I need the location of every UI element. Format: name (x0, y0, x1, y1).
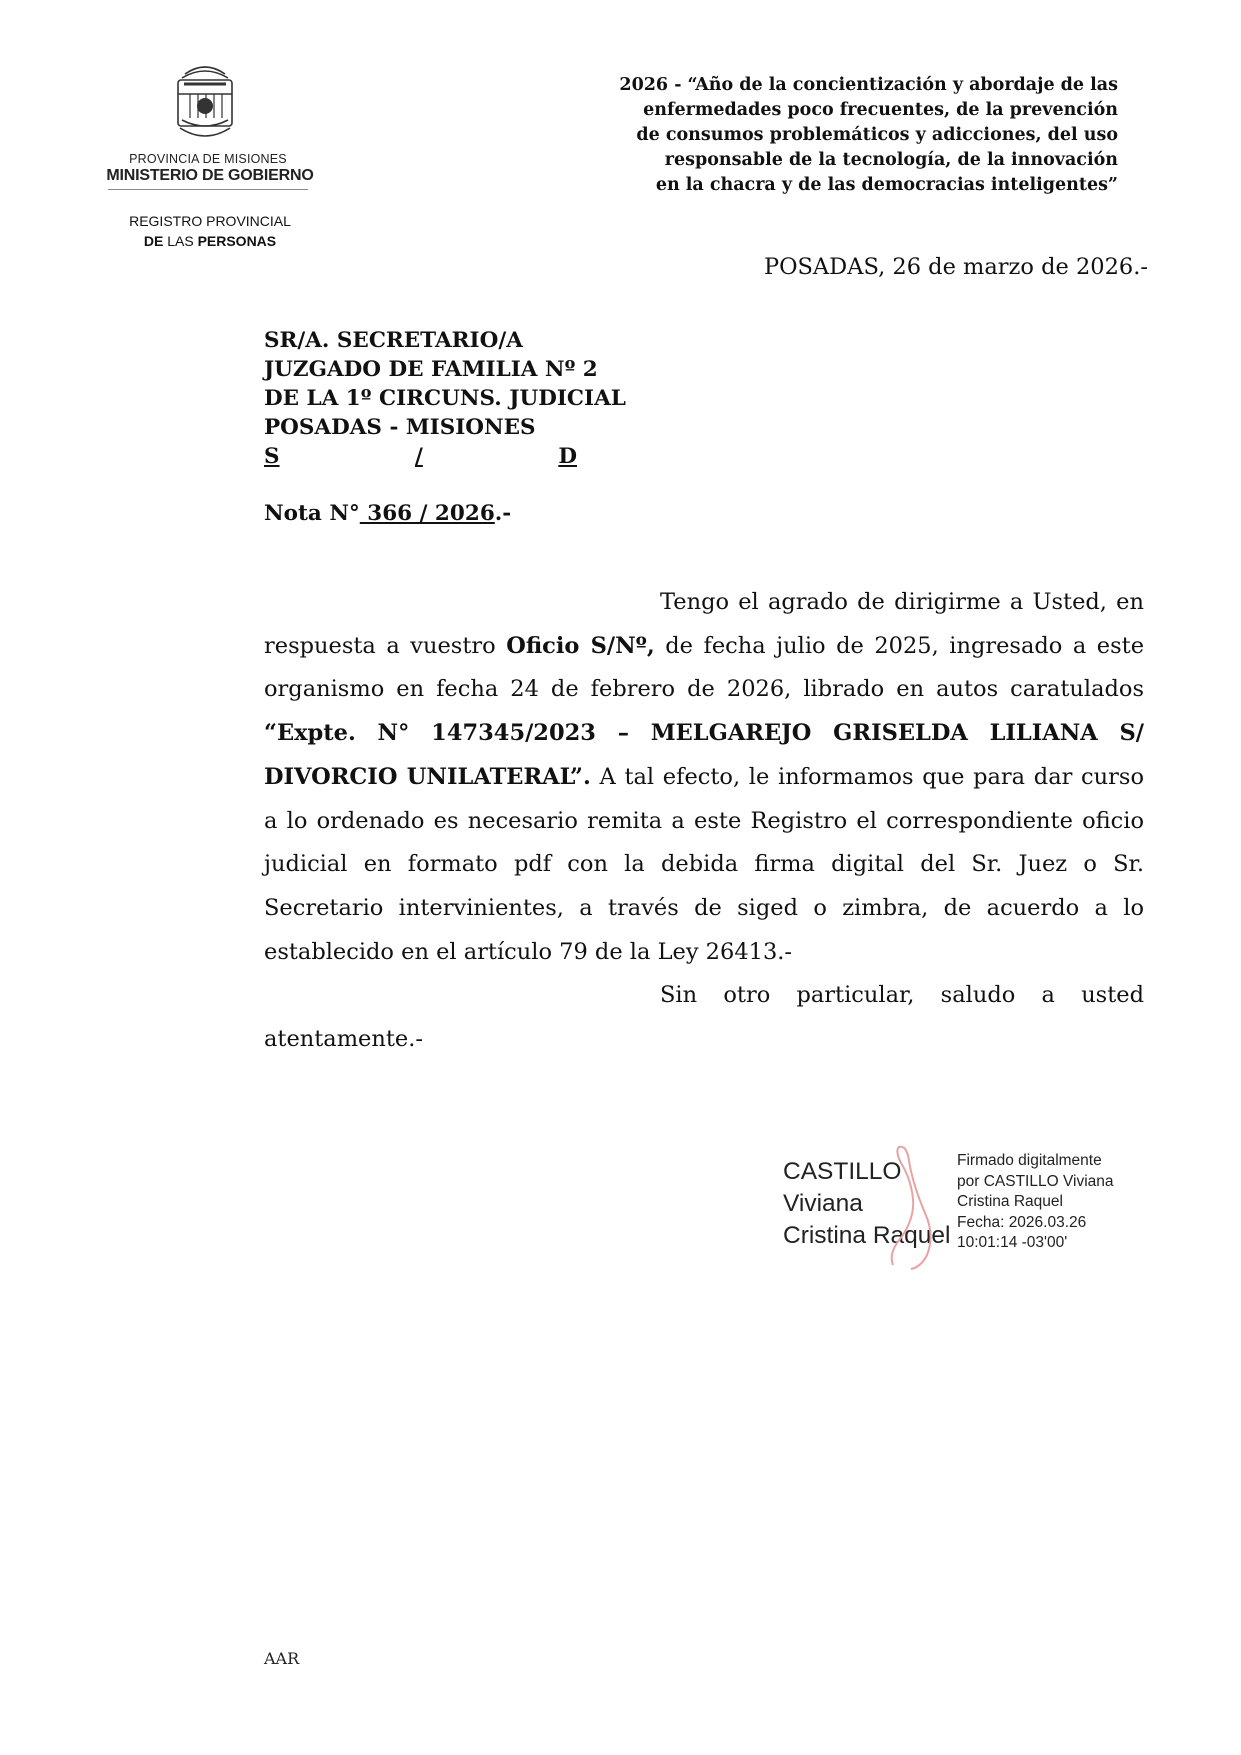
province-name: PROVINCIA DE MISIONES (129, 152, 287, 166)
registry-name-line1: REGISTRO PROVINCIAL (129, 213, 291, 229)
signer-name: CASTILLO Viviana Cristina Raquel (783, 1158, 951, 1249)
digital-signature-info: Firmado digitalmente por CASTILLO Viviana Cristina Raquel Fecha: 2026.03.26 10:01:14 -03'00' (957, 1152, 1114, 1251)
header-divider (108, 189, 308, 190)
motto-line: de consumos problemáticos y adicciones, del uso (636, 125, 1118, 145)
addressee-line: SR/A. SECRETARIO/A (264, 328, 523, 353)
motto-line: enfermedades poco frecuentes, de la prevención (643, 100, 1118, 120)
addressee-line: DE LA 1º CIRCUNS. JUDICIAL (264, 386, 626, 411)
ministry-name: MINISTERIO DE GOBIERNO (106, 167, 314, 184)
body-paragraph: Tengo el agrado de dirigirme a Usted, en respuesta a vuestro Oficio S/Nº, de fecha julio de 2025, ingresado a este organismo en fecha 24 de febrero de 2026, librado en autos caratulados “Expte. N° 147345/2023 – MELGAREJO GRISELDA LILIANA S/ DIVORCIO UNILATERAL”. A tal efecto, le informamos que para dar curso a lo ordenado es necesario remita a este Registro el correspondiente oficio judicial en formato pdf con la debida firma digital del Sr. Juez o Sr. Secretario intervinientes, a través de siged o zimbra, de acuerdo a lo establecido en el artículo 79 de la Ley 26413.- (264, 589, 1145, 965)
author-initials: AAR (264, 1649, 300, 1668)
closing-paragraph: Sin otro particular, saludo a usted atentamente.- (264, 982, 1144, 1053)
registry-name-line2: DE LAS PERSONAS (143, 233, 277, 249)
motto-line: 2026 - “Año de la concientización y abordaje de las (619, 75, 1118, 95)
motto-line: en la chacra y de las democracias inteligentes” (655, 175, 1118, 195)
digital-signature-mark (885, 1143, 945, 1273)
motto-line: responsable de la tecnología, de la innovación (664, 150, 1118, 170)
letter-date: POSADAS, 26 de marzo de 2026.- (763, 254, 1148, 280)
addressee-line: JUZGADO DE FAMILIA Nº 2 (264, 357, 598, 382)
province-seal-logo (160, 58, 250, 148)
letter-body (264, 581, 1144, 1062)
official-motto (520, 73, 1118, 198)
sd-line: S / D (264, 444, 577, 469)
note-number: Nota N° 366 / 2026.- (264, 501, 512, 526)
addressee-block (264, 326, 626, 471)
addressee-line: POSADAS - MISIONES (264, 415, 536, 440)
